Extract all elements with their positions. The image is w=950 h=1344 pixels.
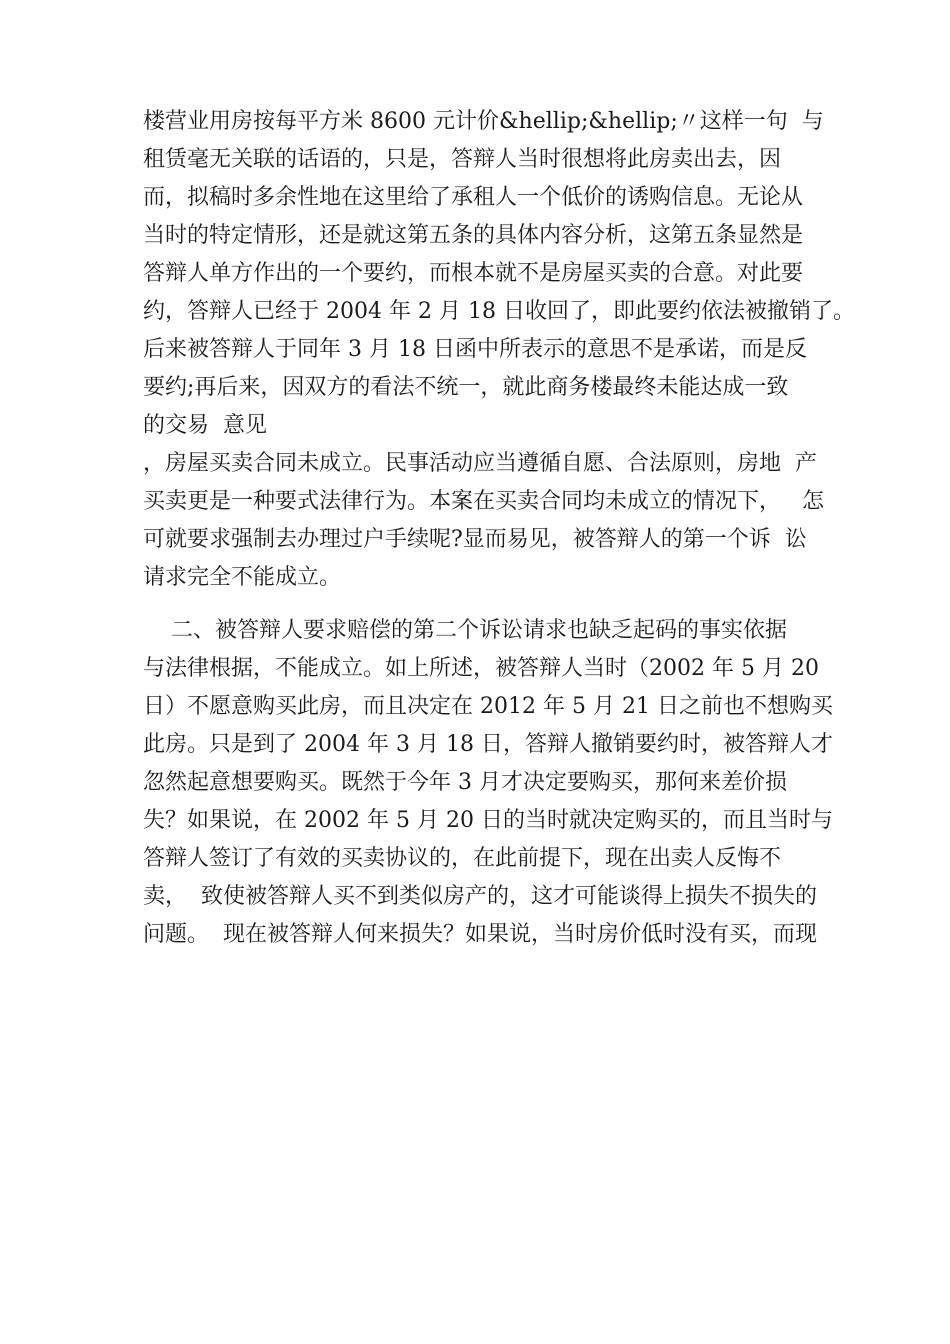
- text-line: 可就要求强制去办理过户手续呢?显而易见，被答辩人的第一个诉 讼: [143, 527, 807, 552]
- text-line: 答辩人单方作出的一个要约，而根本就不是房屋买卖的合意。对此要: [143, 261, 804, 286]
- text-line: 要约;再后来，因双方的看法不统一，就此商务楼最终未能达成一致: [143, 375, 789, 400]
- text-line: 的交易 意见: [143, 413, 267, 438]
- text-line: ，房屋买卖合同未成立。民事活动应当遵循自愿、合法原则，房地 产: [143, 451, 817, 476]
- text-line: 当时的特定情形，还是就这第五条的具体内容分析，这第五条显然是: [143, 223, 804, 248]
- text-line: 后来被答辩人于同年 3 月 18 日函中所表示的意思不是承诺，而是反: [143, 337, 807, 362]
- text-line: 卖， 致使被答辩人买不到类似房产的，这才可能谈得上损失不损失的: [143, 884, 817, 909]
- text-line: 与法律根据，不能成立。如上所述，被答辩人当时（2002 年 5 月 20: [143, 656, 819, 681]
- text-line: 租赁毫无关联的话语的，只是，答辩人当时很想将此房卖出去，因: [143, 147, 782, 172]
- text-line: 忽然起意想要购买。既然于今年 3 月才决定要购买，那何来差价损: [143, 770, 787, 795]
- text-line: 请求完全不能成立。: [143, 565, 342, 590]
- text-line: 约，答辩人已经于 2004 年 2 月 18 日收回了，即此要约依法被撤销了。: [143, 299, 855, 324]
- text-line: 楼营业用房按每平方米 8600 元计价&hellip;&hellip;〃这样一句 与: [143, 109, 824, 134]
- text-line: 日）不愿意购买此房，而且决定在 2012 年 5 月 21 日之前也不想购买: [143, 694, 833, 719]
- text-line: 此房。只是到了 2004 年 3 月 18 日，答辩人撤销要约时，被答辩人才: [143, 732, 833, 757]
- text-line: 失？如果说，在 2002 年 5 月 20 日的当时就决定购买的，而且当时与: [143, 808, 833, 833]
- text-line: 答辩人签订了有效的买卖协议的，在此前提下，现在出卖人反悔不: [143, 846, 782, 871]
- body-text: [143, 103, 855, 954]
- text-line: 问题。 现在被答辩人何来损失？如果说，当时房价低时没有买，而现: [143, 922, 817, 947]
- text-line: 而，拟稿时多余性地在这里给了承租人一个低价的诱购信息。无论从: [143, 185, 804, 210]
- text-line: 二、被答辩人要求赔偿的第二个诉讼请求也缺乏起码的事实依据: [143, 618, 787, 643]
- paragraph-gap: [143, 597, 843, 612]
- text-line: 买卖更是一种要式法律行为。本案在买卖合同均未成立的情况下， 怎: [143, 489, 824, 514]
